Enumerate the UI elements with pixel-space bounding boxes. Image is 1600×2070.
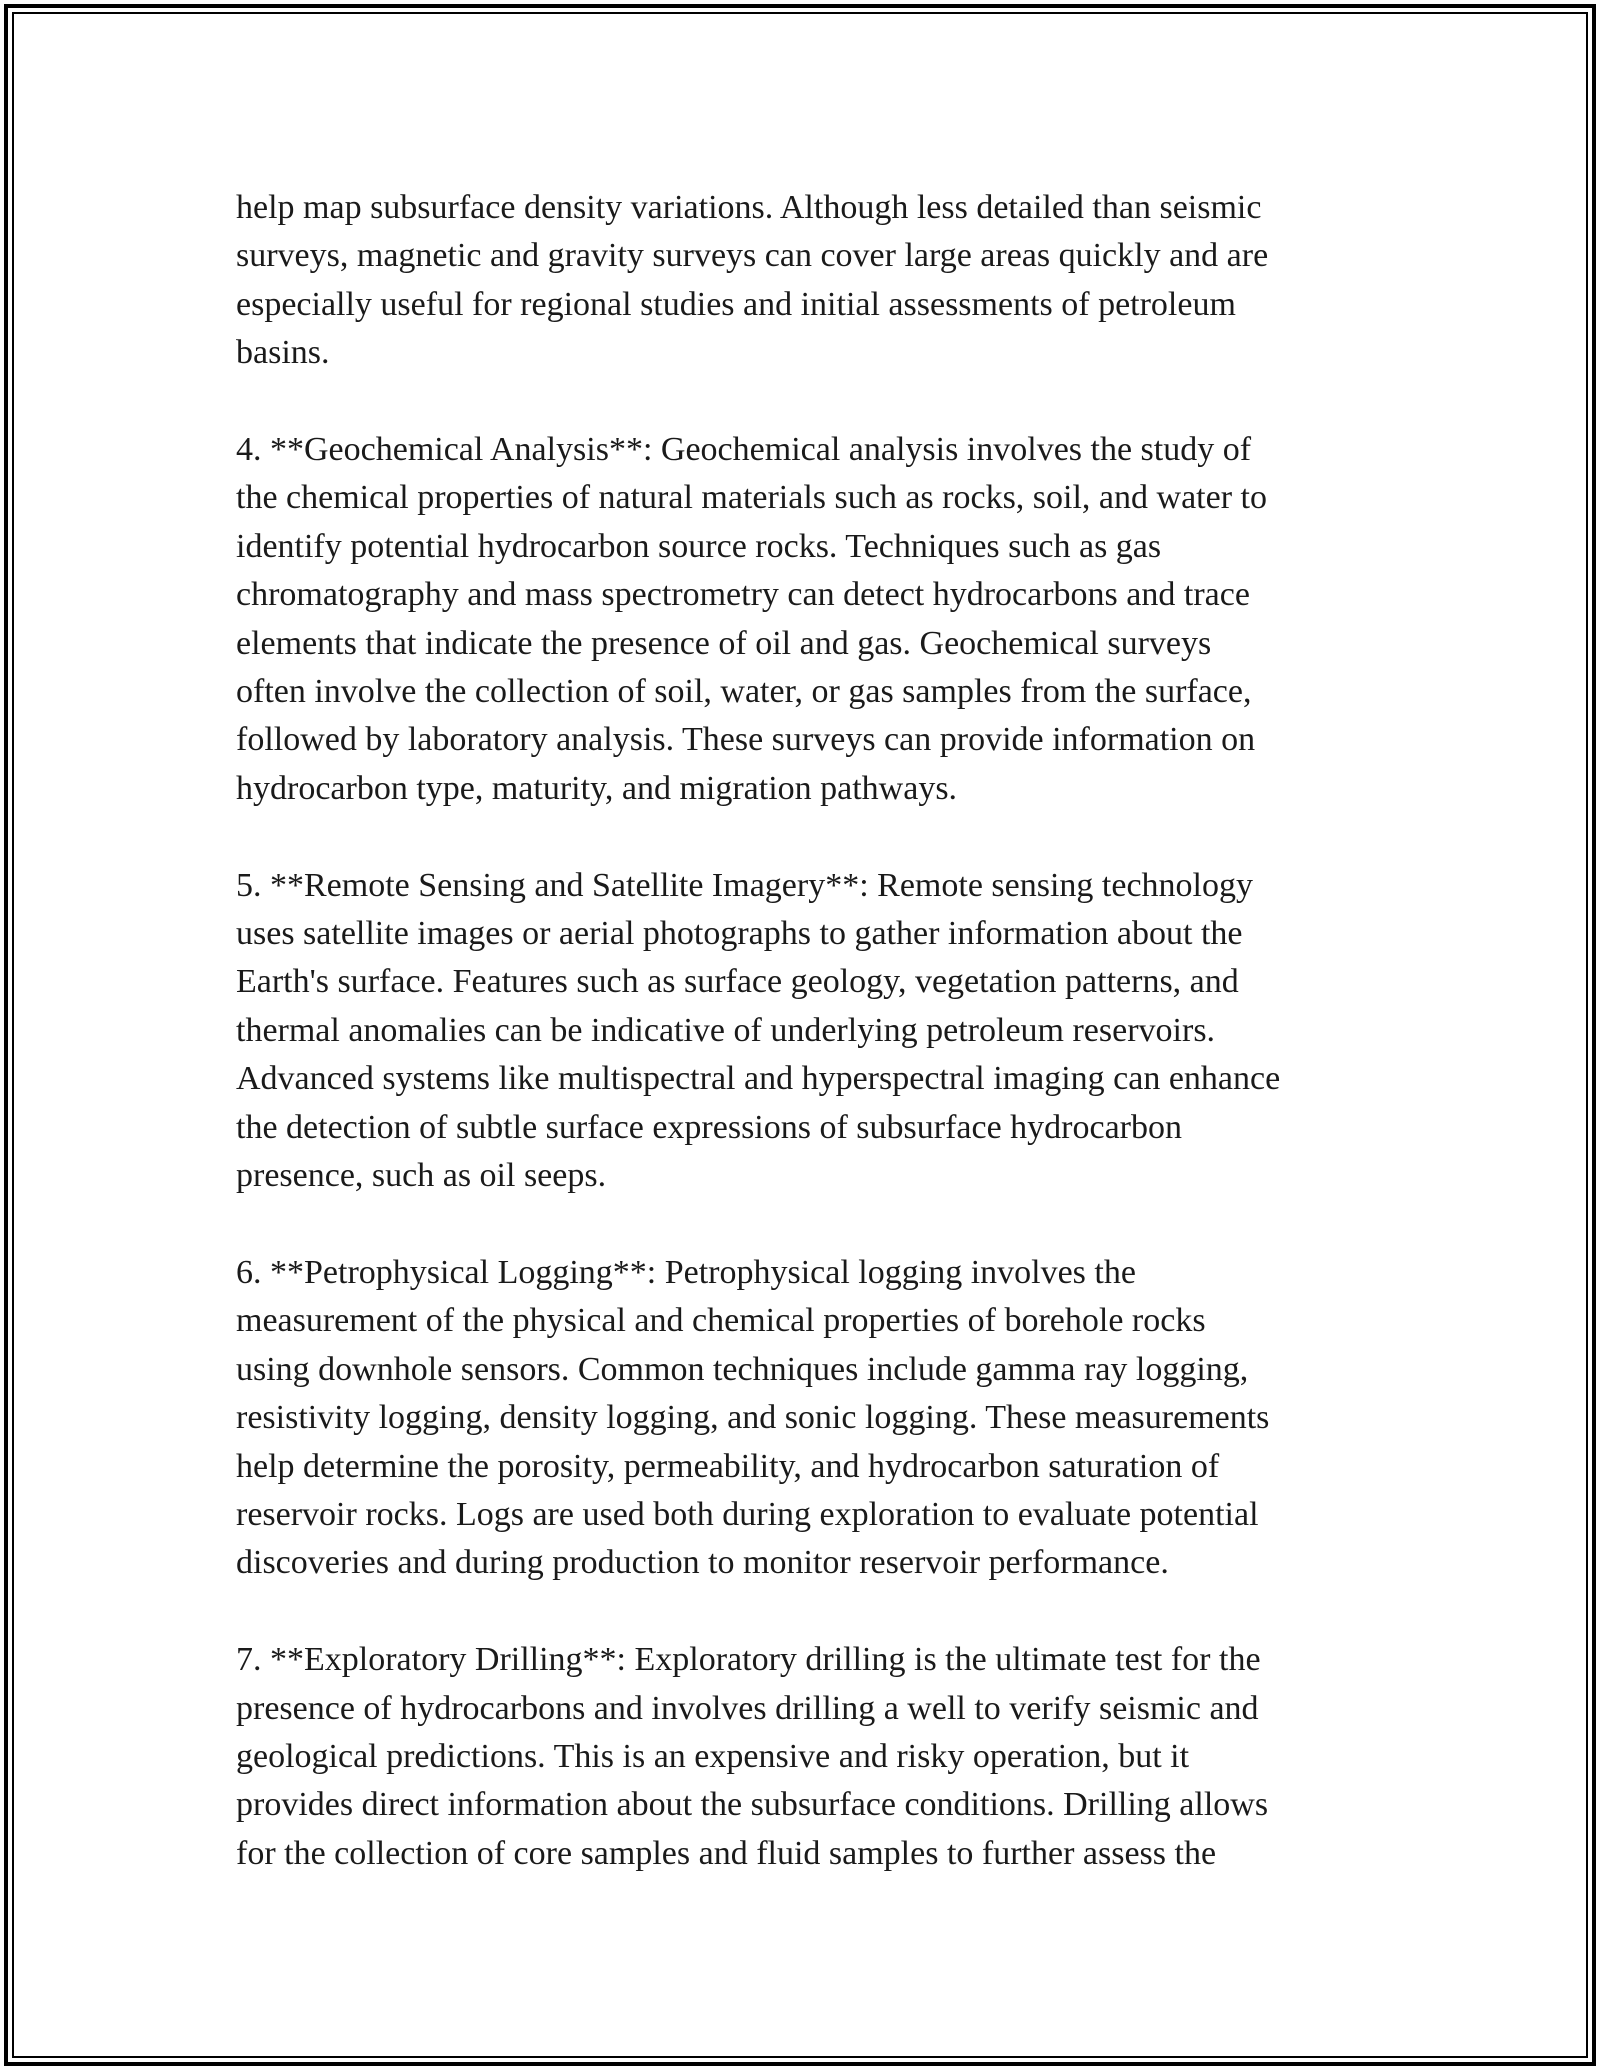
text-line: basins. xyxy=(236,334,330,372)
text-line: reservoir rocks. Logs are used both during exploration to evaluate potential xyxy=(236,1495,1259,1533)
document-body xyxy=(236,184,1386,1878)
paragraph-petrophysical-logging xyxy=(236,1249,1386,1588)
text-line: help map subsurface density variations. Although less detailed than seismic xyxy=(236,189,1262,226)
text-line: followed by laboratory analysis. These surveys can provide information on xyxy=(236,721,1256,759)
text-line: the detection of subtle surface expressions of subsurface hydrocarbon xyxy=(236,1108,1183,1146)
text-line: especially useful for regional studies and initial assessments of petroleum xyxy=(236,285,1236,323)
text-line: discoveries and during production to monitor reservoir performance. xyxy=(236,1544,1169,1582)
paragraph-exploratory-drilling xyxy=(236,1636,1386,1878)
text-line: surveys, magnetic and gravity surveys can cover large areas quickly and are xyxy=(236,237,1269,275)
text-line: 6. **Petrophysical Logging**: Petrophysical logging involves the xyxy=(236,1253,1136,1291)
text-line: hydrocarbon type, maturity, and migration pathways. xyxy=(236,769,958,807)
text-line: identify potential hydrocarbon source rocks. Techniques such as gas xyxy=(236,527,1162,565)
paragraph-geochemical-analysis xyxy=(236,426,1386,813)
paragraph-surveys-continued xyxy=(236,184,1386,378)
text-line: provides direct information about the subsurface conditions. Drilling allows xyxy=(236,1786,1269,1824)
text-line: 5. **Remote Sensing and Satellite Imagery**: Remote sensing technology xyxy=(236,866,1253,904)
text-line: presence of hydrocarbons and involves drilling a well to verify seismic and xyxy=(236,1689,1259,1727)
text-line: 7. **Exploratory Drilling**: Exploratory drilling is the ultimate test for the xyxy=(236,1641,1261,1679)
text-line: often involve the collection of soil, water, or gas samples from the surface, xyxy=(236,673,1252,711)
text-line: presence, such as oil seeps. xyxy=(236,1157,607,1195)
text-line: for the collection of core samples and fluid samples to further assess the xyxy=(236,1834,1217,1872)
text-line: 4. **Geochemical Analysis**: Geochemical analysis involves the study of xyxy=(236,431,1252,469)
text-line: resistivity logging, density logging, and sonic logging. These measurements xyxy=(236,1399,1270,1437)
text-line: measurement of the physical and chemical properties of borehole rocks xyxy=(236,1302,1206,1340)
paragraph-remote-sensing xyxy=(236,862,1386,1201)
text-line: using downhole sensors. Common techniques include gamma ray logging, xyxy=(236,1350,1249,1388)
text-line: geological predictions. This is an expensive and risky operation, but it xyxy=(236,1737,1190,1775)
text-line: thermal anomalies can be indicative of underlying petroleum reservoirs. xyxy=(236,1011,1216,1049)
text-line: uses satellite images or aerial photographs to gather information about the xyxy=(236,915,1243,953)
text-line: the chemical properties of natural materials such as rocks, soil, and water to xyxy=(236,479,1267,517)
text-line: elements that indicate the presence of oil and gas. Geochemical surveys xyxy=(236,624,1212,662)
text-line: Earth's surface. Features such as surface geology, vegetation patterns, and xyxy=(236,963,1239,1001)
text-line: chromatography and mass spectrometry can detect hydrocarbons and trace xyxy=(236,576,1250,614)
text-line: Advanced systems like multispectral and hyperspectral imaging can enhance xyxy=(236,1060,1281,1098)
text-line: help determine the porosity, permeability, and hydrocarbon saturation of xyxy=(236,1447,1220,1485)
